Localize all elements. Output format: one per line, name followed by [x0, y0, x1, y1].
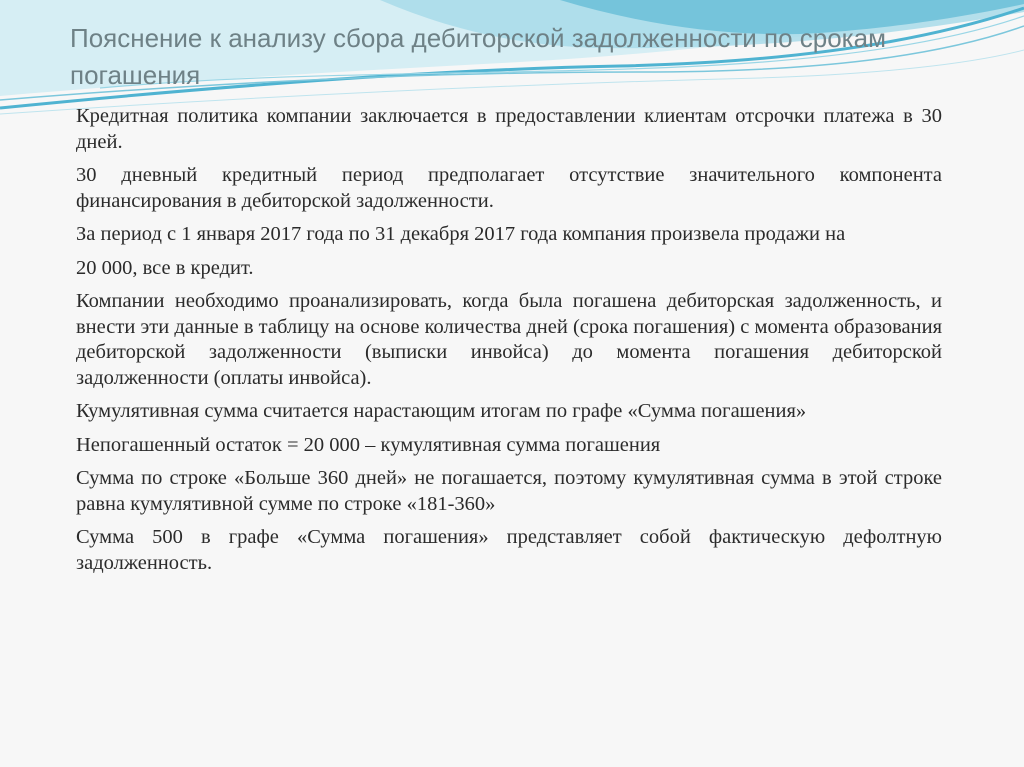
paragraph-sales-period: За период с 1 января 2017 года по 31 декабря 2017 года компания произвела продажи на: [76, 223, 846, 245]
slide-title: Пояснение к анализу сбора дебиторской задолженности по срокам погашения: [70, 23, 886, 90]
paragraph-cumulative-sum: Кумулятивная сумма считается нарастающим итогам по графе «Сумма погашения»: [76, 400, 807, 422]
paragraph-outstanding-balance: Непогашенный остаток = 20 000 – кумулятивная сумма погашения: [76, 433, 661, 456]
paragraph-credit-policy: Кредитная политика компании заключается в предоставлении клиентам отсрочки платежа в 30 дней.: [76, 105, 942, 153]
paragraph-credit-period: 30 дневный кредитный период предполагает отсутствие значительного компонента финансирования в дебиторской задолженности.: [76, 164, 942, 212]
paragraph-over-360-days: Сумма по строке «Больше 360 дней» не погашается, поэтому кумулятивная сумма в этой строке равна кумулятивной сумме по строке «181-360»: [76, 467, 942, 515]
paragraph-default-amount: Сумма 500 в графе «Сумма погашения» представляет собой фактическую дефолтную задолженность.: [76, 526, 942, 574]
paragraph-analysis-task: Компании необходимо проанализировать, когда была погашена дебиторская задолженность, и внести эти данные в таблицу на основе количества дней (срока погашения) с момента образования дебиторской задолженности (выписки инвойса) до момента погашения дебиторской задолженности (оплаты инвойса).: [76, 290, 942, 389]
slide-body: [76, 104, 942, 584]
paragraph-sales-amount: 20 000, все в кредит.: [76, 256, 254, 279]
